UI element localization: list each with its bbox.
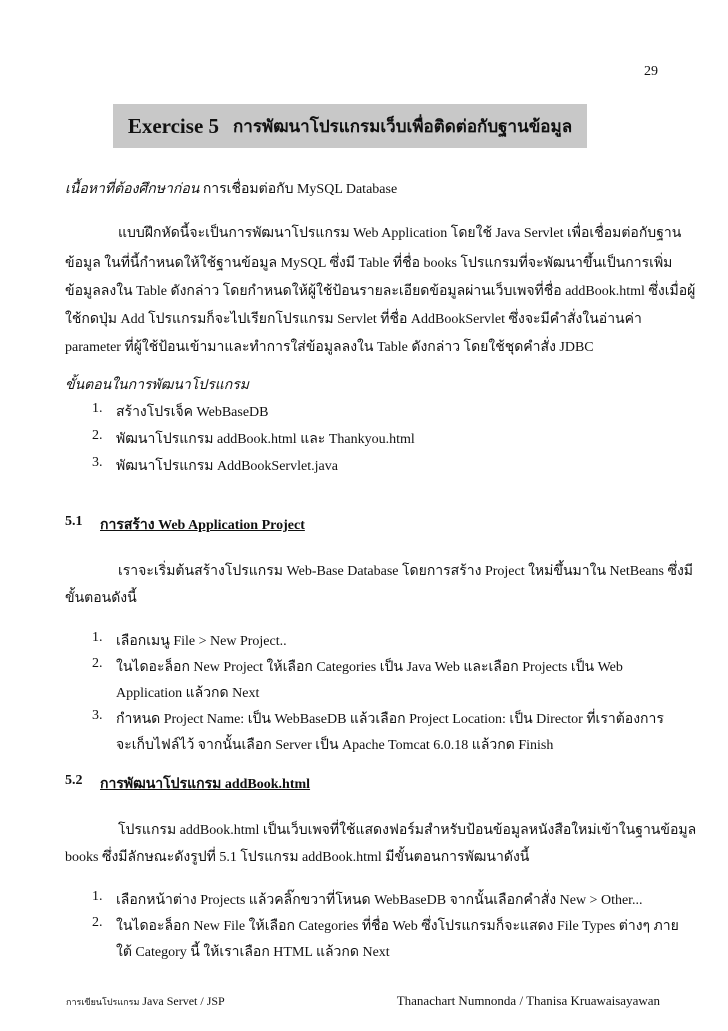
footer-course-en: Java Servet / JSP [142,994,225,1008]
intro-line-4: ใช้กดปุ่ม Add โปรแกรมก็จะไปเรียกโปรแกรม Servlet ที่ชื่อ AddBookServlet ซึ่งจะมีคำสั่งในอ่านค่า [65,312,642,327]
list-number: 1. [92,630,103,645]
intro-line-3: ข้อมูลลงใน Table ดังกล่าว โดยกำหนดให้ผู้ใช้ป้อนรายละเอียดข้อมูลผ่านเว็บเพจที่ชื่อ addBook.html ซึ่งเมื่อผู้ [65,284,696,299]
intro-line-2: ข้อมูล ในที่นี้กำหนดให้ใช้ฐานข้อมูล MySQL ซึ่งมี Table ที่ชื่อ books โปรแกรมที่จะพัฒนาขึ้นเป็นการเพิ่ม [65,256,673,271]
list-number: 2. [92,656,103,671]
list-item-text: Application แล้วกด Next [116,686,260,701]
footer-course [66,994,225,1009]
section-number: 5.1 [65,514,83,529]
footer-authors: Thanachart Numnonda / Thanisa Kruawaisayawan [396,993,660,1008]
exercise-label: Exercise 5 [127,113,220,138]
list-item-text: เลือกเมนู File > New Project.. [116,634,287,649]
intro-line-5: parameter ที่ผู้ใช้ป้อนเข้ามาและทำการใส่ข้อมูลลงใน Table ดังกล่าว โดยใช้ชุดคำสั่ง JDBC [65,340,594,355]
step-number: 3. [92,455,103,470]
page-title [113,104,587,148]
section-para-line: เราจะเริ่มต้นสร้างโปรแกรม Web-Base Database โดยการสร้าง Project ใหม่ขึ้นมาใน NetBeans ซึ่งมี [118,564,694,579]
section-number: 5.2 [65,773,83,788]
step-number: 1. [92,401,103,416]
list-item-text: กำหนด Project Name: เป็น WebBaseDB แล้วเลือก Project Location: เป็น Director ที่เราต้องการ [116,712,664,727]
section-para-line: ขั้นตอนดังนี้ [65,591,137,606]
step-text: พัฒนาโปรแกรม AddBookServlet.java [116,459,338,474]
section-para-line: books ซึ่งมีลักษณะดังรูปที่ 5.1 โปรแกรม addBook.html มีขั้นตอนการพัฒนาดังนี้ [65,850,530,865]
footer-course-thai: การเขียนโปรแกรม [66,997,140,1007]
exercise-title: การพัฒนาโปรแกรมเว็บเพื่อติดต่อกับฐานข้อมูล [233,116,573,136]
steps-heading: ขั้นตอนในการพัฒนาโปรแกรม [65,378,249,393]
prerequisite-line [65,178,397,200]
prerequisite-text: การเชื่อมต่อกับ MySQL Database [202,182,398,197]
page-number: 29 [644,64,658,79]
list-item-text: ในไดอะล็อก New File ให้เลือก Categories ที่ชื่อ Web ซึ่งโปรแกรมก็จะแสดง File Types ต่างๆ ภาย [116,919,679,934]
section-para-line: โปรแกรม addBook.html เป็นเว็บเพจที่ใช้แสดงฟอร์มสำหรับป้อนข้อมูลหนังสือใหม่เข้าในฐานข้อมูล [118,823,697,838]
intro-line-1: แบบฝึกหัดนี้จะเป็นการพัฒนาโปรแกรม Web Application โดยใช้ Java Servlet เพื่อเชื่อมต่อกับฐาน [118,226,682,241]
list-item-text: ใต้ Category นี้ ให้เราเลือก HTML แล้วกด Next [116,945,390,960]
step-number: 2. [92,428,103,443]
list-number: 2. [92,915,103,930]
prerequisite-label: เนื้อหาที่ต้องศึกษาก่อน [65,182,200,197]
step-text: พัฒนาโปรแกรม addBook.html และ Thankyou.html [116,432,415,447]
section-title: การสร้าง Web Application Project [100,518,305,533]
list-number: 1. [92,889,103,904]
list-item-text: ในไดอะล็อก New Project ให้เลือก Categories เป็น Java Web และเลือก Projects เป็น Web [116,660,623,675]
list-item-text: จะเก็บไฟล์ไว้ จากนั้นเลือก Server เป็น Apache Tomcat 6.0.18 แล้วกด Finish [116,738,554,753]
list-number: 3. [92,708,103,723]
step-text: สร้างโปรเจ็ค WebBaseDB [116,405,269,420]
list-item-text: เลือกหน้าต่าง Projects แล้วคลิ๊กขวาที่โหนด WebBaseDB จากนั้นเลือกคำสั่ง New > Other... [116,893,643,908]
section-title: การพัฒนาโปรแกรม addBook.html [100,777,311,792]
